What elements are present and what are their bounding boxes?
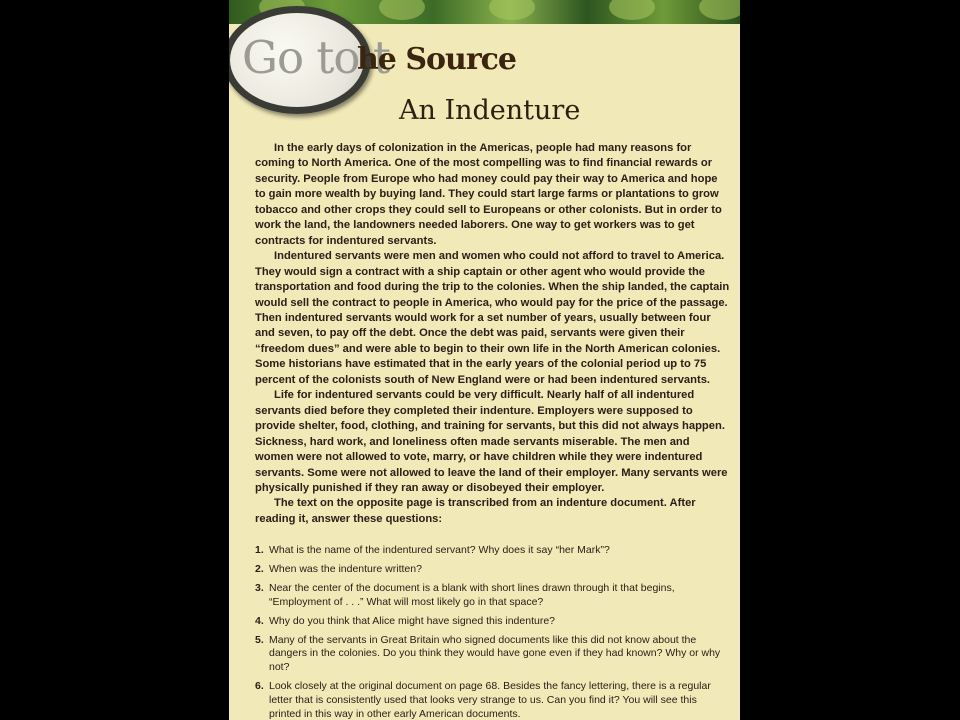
question-text: When was the indenture written? xyxy=(269,562,422,575)
header-go-to: Go to t xyxy=(242,31,390,84)
book-page xyxy=(229,0,740,720)
page-title: An Indenture xyxy=(399,95,581,126)
question-item xyxy=(255,680,731,720)
question-text: What is the name of the indentured servant? Why does it say “her Mark”? xyxy=(269,544,610,556)
paragraph: The text on the opposite page is transcribed from an indenture document. After reading it, answer these questions: xyxy=(255,497,696,525)
question-item xyxy=(255,615,731,629)
question-number: 4. xyxy=(255,614,264,627)
paragraph: Indentured servants were men and women who could not afford to travel to America. They would sign a contract with a ship captain or other agent who would provide the transportation and food during the trip to the colonies. When the ship landed, the captain would sell the contract to people in America, who would pay for the price of the passage. Then indentured servants would work for a set number of years, usually between four and seven, to pay off the debt. Once the debt was paid, servants were given their “freedom dues” and were able to begin to their own life in the North American colonies. Some historians have estimated that in the early years of the colonial period up to 75 percent of the colonists south of New England were or had been indentured servants. xyxy=(255,250,730,386)
question-item xyxy=(255,563,731,577)
question-text: Why do you think that Alice might have signed this indenture? xyxy=(269,614,556,627)
question-number: 5. xyxy=(255,633,264,646)
question-text: Many of the servants in Great Britain who signed documents like this did not know about the dangers in the colonies. Do you think they would have gone even if they had known? Why or why not? xyxy=(269,633,721,674)
question-item xyxy=(255,544,731,558)
question-item xyxy=(255,582,731,610)
question-number: 1. xyxy=(255,544,264,556)
question-item xyxy=(255,634,731,676)
body-text xyxy=(255,141,731,527)
question-text: Near the center of the document is a blank with short lines drawn through it that begins, “Employment of . . .” What will most likely go in that space? xyxy=(269,581,675,608)
question-list xyxy=(255,544,731,720)
paragraph: In the early days of colonization in the Americas, people had many reasons for coming to North America. One of the most compelling was to find financial rewards or security. People from Europe who had money could pay their way to America and hope to gain more wealth by buying land. They could start large farms or plantations to grow tobacco and other crops they could sell to Europeans or other colonists. But in order to work the land, the landowners needed laborers. One way to get workers was to get contracts for indentured servants. xyxy=(255,142,722,247)
paragraph: Life for indentured servants could be very difficult. Nearly half of all indentured servants died before they completed their indenture. Employers were supposed to provide shelter, food, clothing, and training for servants, but this did not always happen. Sickness, hard work, and loneliness often made servants miserable. The men and women were not allowed to vote, marry, or have children while they were indentured servants. Some were not allowed to leave the land of their employer. Many servants were physically punished if they ran away or disobeyed their employer. xyxy=(255,389,728,494)
question-number: 6. xyxy=(255,680,264,693)
question-text: Look closely at the original document on page 68. Besides the fancy lettering, there is a regular letter that is consistently used that looks very strange to us. Can you find it? You will see this printed in this way in other early American documents. xyxy=(269,680,711,720)
header-source: he Source xyxy=(357,42,516,77)
question-number: 2. xyxy=(255,562,264,575)
question-number: 3. xyxy=(255,581,264,594)
